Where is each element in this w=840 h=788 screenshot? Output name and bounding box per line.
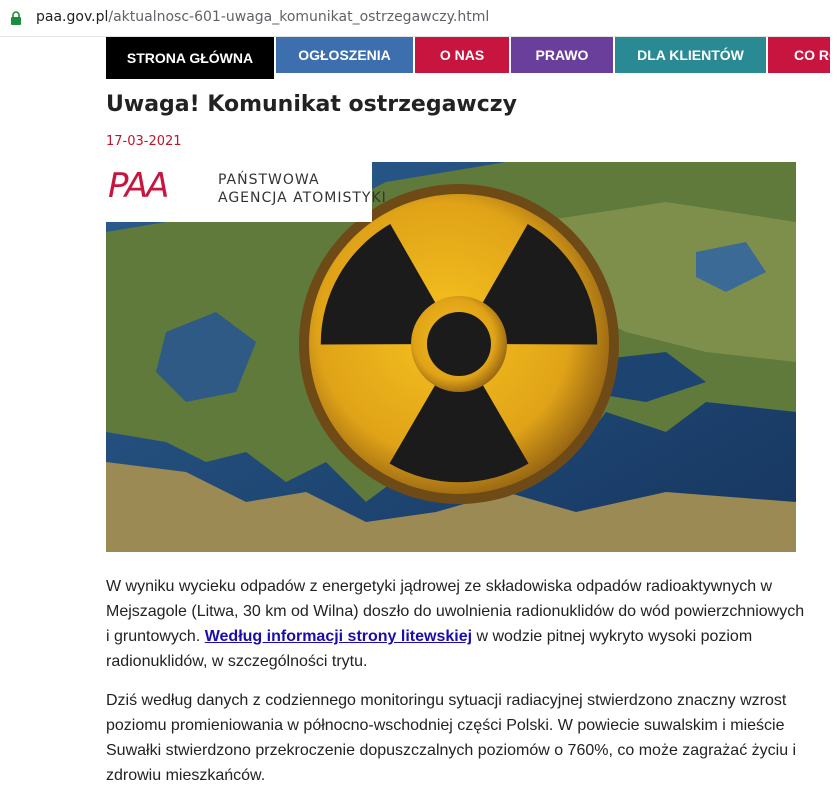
article-paragraph-1 [106, 574, 806, 674]
hero-image [106, 162, 796, 552]
nav-label: CO RO [794, 47, 840, 63]
main-nav [106, 37, 840, 79]
logo-text-line2: AGENCJA ATOMISTYKI [218, 190, 387, 206]
nav-item-clients[interactable] [615, 37, 768, 73]
paragraph-text: w wodzie pitnej wykryto wysoki poziom radionuklidów, w szczególności trytu. [106, 628, 753, 670]
address-bar[interactable] [0, 0, 830, 37]
nav-item-more[interactable] [768, 37, 840, 73]
nav-item-home[interactable] [106, 37, 276, 79]
nav-item-announcements[interactable] [276, 37, 415, 73]
page-title: Uwaga! Komunikat ostrzegawczy [106, 92, 517, 117]
paa-logo-mark: PAA [108, 166, 168, 206]
url-text[interactable] [36, 9, 489, 25]
nav-label: STRONA GŁÓWNA [126, 50, 254, 66]
nav-label: DLA KLIENTÓW [637, 47, 744, 63]
article-date: 17-03-2021 [106, 134, 182, 149]
nav-label: OGŁOSZENIA [298, 47, 391, 63]
url-host: paa.gov.pl [36, 9, 109, 25]
nav-label: PRAWO [535, 47, 589, 63]
nav-item-law[interactable] [511, 37, 615, 73]
nav-label: O NAS [439, 47, 485, 63]
logo-text-line1: PAŃSTWOWA [218, 172, 320, 188]
lock-icon [10, 11, 22, 25]
lithuanian-source-link[interactable]: Według informacji strony litewskiej [204, 628, 473, 645]
paa-logo [106, 162, 387, 222]
radiation-symbol-icon [299, 184, 619, 504]
nav-item-about[interactable] [415, 37, 511, 73]
url-path: /aktualnosc-601-uwaga_komunikat_ostrzegawczy.html [108, 9, 490, 25]
paragraph-text: W wyniku wycieku odpadów z energetyki jądrowej ze składowiska odpadów radioaktywnych w Mejszagole (Litwa, 30 km od Wilna) doszło do uwolnienia radionuklidów do wód powierzchniowych i gruntowych. [106, 578, 805, 645]
article-paragraph-2: Dziś według danych z codziennego monitoringu sytuacji radiacyjnej stwierdzono znaczny wzrost poziomu promieniowania w północno-wschodniej części Polski. W powiecie suwalskim i mieście Suwałki stwierdzono przekroczenie dopuszczalnych poziomów o 760%, co może zagrażać życiu i zdrowiu mieszkańców. [106, 692, 797, 784]
